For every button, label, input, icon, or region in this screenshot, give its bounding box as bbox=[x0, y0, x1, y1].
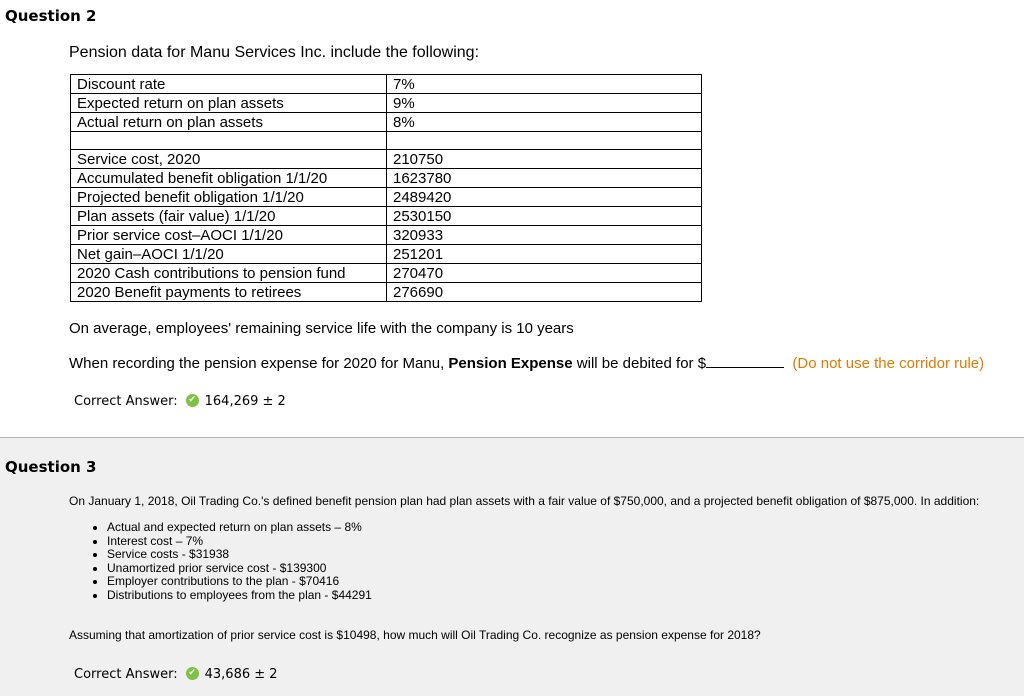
row-value: 270470 bbox=[387, 264, 702, 283]
question-2-answer bbox=[74, 394, 286, 409]
question-3-bullet-list bbox=[69, 521, 372, 602]
row-label: 2020 Benefit payments to retirees bbox=[71, 283, 387, 302]
table-row bbox=[71, 245, 702, 264]
row-label: Plan assets (fair value) 1/1/20 bbox=[71, 207, 387, 226]
row-value: 276690 bbox=[387, 283, 702, 302]
row-value: 8% bbox=[387, 113, 702, 132]
row-label: Actual return on plan assets bbox=[71, 113, 387, 132]
list-item: • Service costs - $31938 bbox=[107, 548, 372, 562]
row-value: 2530150 bbox=[387, 207, 702, 226]
correct-answer-label: Correct Answer: bbox=[74, 394, 178, 409]
row-value: 9% bbox=[387, 94, 702, 113]
row-label: Projected benefit obligation 1/1/20 bbox=[71, 188, 387, 207]
list-item: • Actual and expected return on plan assets – 8% bbox=[107, 521, 372, 535]
row-value: 210750 bbox=[387, 150, 702, 169]
prompt-text: When recording the pension expense for 2020 for Manu, bbox=[69, 355, 449, 372]
corridor-rule-note: (Do not use the corridor rule) bbox=[792, 355, 985, 372]
question-3-answer bbox=[74, 667, 278, 682]
list-item: • Unamortized prior service cost - $139300 bbox=[107, 562, 372, 576]
question-3-title: Question 3 bbox=[5, 458, 97, 476]
table-spacer-row bbox=[71, 132, 702, 150]
empty-cell bbox=[71, 132, 387, 150]
pension-data-table bbox=[70, 74, 702, 302]
row-value: 1623780 bbox=[387, 169, 702, 188]
table-row bbox=[71, 207, 702, 226]
prompt-text-end: will be debited for $ bbox=[572, 355, 707, 372]
list-item: • Distributions to employees from the plan - $44291 bbox=[107, 589, 372, 603]
question-2-intro: Pension data for Manu Services Inc. include the following: bbox=[69, 44, 480, 61]
table-row bbox=[71, 150, 702, 169]
table-row bbox=[71, 169, 702, 188]
row-value: 251201 bbox=[387, 245, 702, 264]
row-label: Service cost, 2020 bbox=[71, 150, 387, 169]
service-life-text: On average, employees' remaining service life with the company is 10 years bbox=[69, 320, 574, 337]
row-value: 7% bbox=[387, 75, 702, 94]
question-3-intro: On January 1, 2018, Oil Trading Co.'s defined benefit pension plan had plan assets with a fair value of $750,000, and a projected benefit obligation of $875,000. In addition: bbox=[69, 494, 980, 508]
table-row bbox=[71, 113, 702, 132]
list-item: • Employer contributions to the plan - $70416 bbox=[107, 575, 372, 589]
empty-cell bbox=[387, 132, 702, 150]
row-label: 2020 Cash contributions to pension fund bbox=[71, 264, 387, 283]
question-3-prompt: Assuming that amortization of prior service cost is $10498, how much will Oil Trading Co. recognize as pension expense for 2018? bbox=[69, 628, 761, 642]
table-row bbox=[71, 188, 702, 207]
correct-answer-label: Correct Answer: bbox=[74, 667, 178, 682]
list-item: • Interest cost – 7% bbox=[107, 535, 372, 549]
row-value: 2489420 bbox=[387, 188, 702, 207]
table-row bbox=[71, 264, 702, 283]
question-2-prompt bbox=[69, 354, 984, 372]
row-label: Net gain–AOCI 1/1/20 bbox=[71, 245, 387, 264]
check-circle-icon: ✔ bbox=[186, 667, 199, 680]
row-label: Accumulated benefit obligation 1/1/20 bbox=[71, 169, 387, 188]
table-row bbox=[71, 75, 702, 94]
table-row bbox=[71, 94, 702, 113]
question-2-title: Question 2 bbox=[5, 7, 97, 25]
row-value: 320933 bbox=[387, 226, 702, 245]
correct-answer-value: 43,686 ± 2 bbox=[204, 667, 278, 682]
check-circle-icon: ✔ bbox=[186, 394, 199, 407]
prompt-emphasis: Pension Expense bbox=[448, 355, 573, 372]
answer-blank bbox=[706, 354, 784, 368]
row-label: Expected return on plan assets bbox=[71, 94, 387, 113]
correct-answer-value: 164,269 ± 2 bbox=[204, 394, 286, 409]
table-row bbox=[71, 226, 702, 245]
row-label: Discount rate bbox=[71, 75, 387, 94]
table-row bbox=[71, 283, 702, 302]
row-label: Prior service cost–AOCI 1/1/20 bbox=[71, 226, 387, 245]
